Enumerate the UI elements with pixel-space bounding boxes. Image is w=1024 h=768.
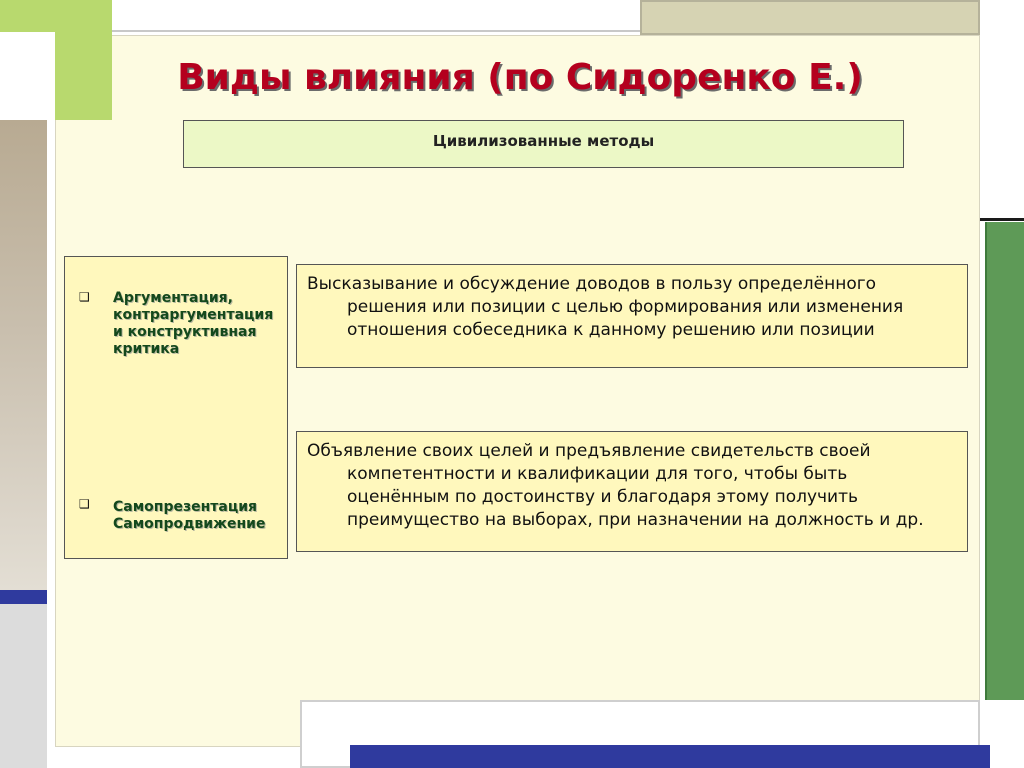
decor-block-white-left [0,32,47,120]
decor-line-black-right [980,218,1024,221]
checkbox-bullet-icon: ❑ [79,290,90,304]
methods-list [64,256,288,559]
section-header: Цивилизованные методы [183,120,904,168]
decor-block-white-top [112,0,642,32]
method-item-argumentation: Аргументация, контраргументация и конструктивная критика [113,290,274,357]
decor-block-white-right [980,0,1024,220]
decor-block-tan-top-right [640,0,980,35]
decor-block-green-left-accent [55,32,112,120]
decor-block-green-top-left [0,0,112,32]
method-item-self-presentation: Самопрезентация Самопродвижение [113,499,266,532]
slide-title: Виды влияния (по Сидоренко Е.) [177,57,863,98]
decor-block-green-right [985,222,1024,700]
decor-block-blue-left [0,590,47,604]
decor-block-blue-bottom [350,745,990,768]
checkbox-bullet-icon: ❑ [79,497,90,511]
decor-block-grey-left [0,604,47,768]
description-argumentation: Высказывание и обсуждение доводов в пользу определённого решения или позиции с целью формирования или изменения отношения собеседника к данному решению или позиции [296,264,968,368]
decor-block-tan-left [0,120,47,590]
description-self-presentation: Объявление своих целей и предъявление свидетельств своей компетентности и квалификации для того, чтобы быть оценённым по достоинству и благодаря этому получить преимущество на выборах, при назначении на должность и др. [296,431,968,552]
